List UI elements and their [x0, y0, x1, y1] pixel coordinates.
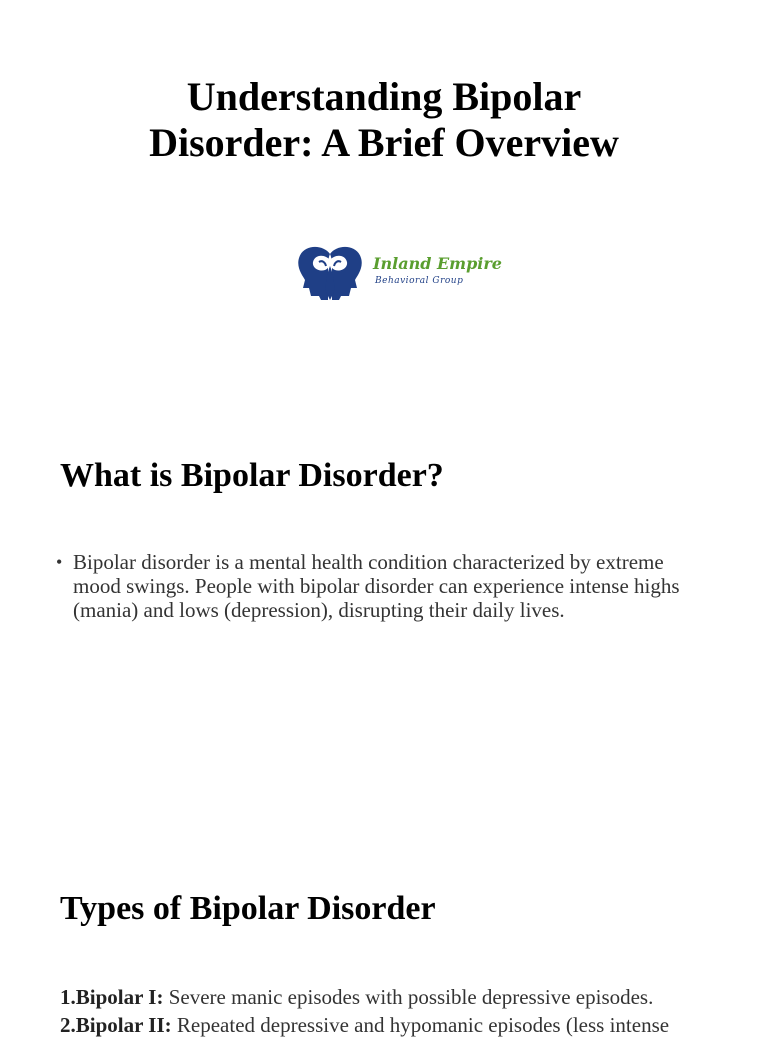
page-title	[0, 74, 768, 166]
company-logo	[295, 244, 502, 300]
type-label: 2.Bipolar II:	[60, 1013, 172, 1037]
definition-text: Bipolar disorder is a mental health condition characterized by extreme mood swings. People with bipolar disorder can experience intense highs (mania) and lows (depression), disrupting their daily lives.	[73, 550, 680, 622]
section-heading-what-is: What is Bipolar Disorder?	[60, 457, 444, 494]
list-item	[60, 1011, 760, 1039]
page-title-line-2: Disorder: A Brief Overview	[149, 120, 619, 165]
logo-name: Inland Empire	[373, 254, 502, 273]
bullet-icon: •	[56, 552, 63, 572]
list-item	[56, 550, 716, 622]
logo-subtitle: Behavioral Group	[375, 276, 464, 286]
type-description: Severe manic episodes with possible depressive episodes.	[163, 985, 654, 1009]
two-heads-logo-icon	[295, 244, 365, 300]
types-list	[60, 983, 760, 1039]
type-label: 1.Bipolar I:	[60, 985, 164, 1009]
section-heading-types: Types of Bipolar Disorder	[60, 890, 436, 927]
page-title-line-1: Understanding Bipolar	[186, 74, 582, 119]
list-item	[60, 983, 760, 1011]
type-description: Repeated depressive and hypomanic episodes (less intense	[171, 1013, 670, 1037]
